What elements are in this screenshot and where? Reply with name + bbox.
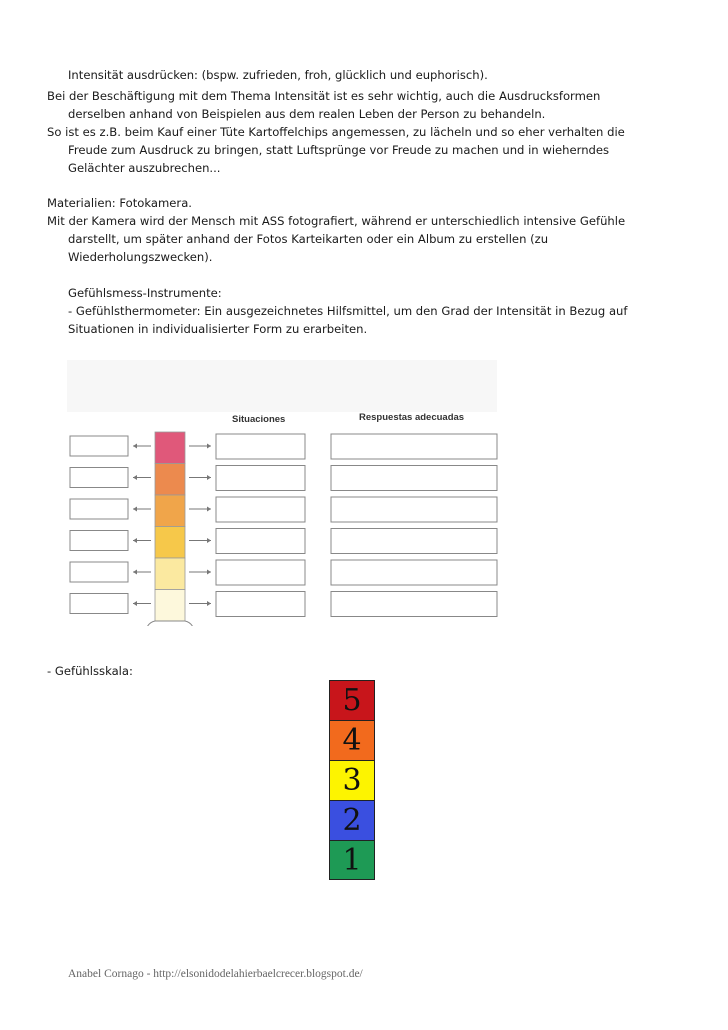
paragraph-line: Bei der Beschäftigung mit dem Thema Intensität ist es sehr wichtig, auch die Ausdrucksformen xyxy=(47,89,601,103)
thermo-segment xyxy=(155,432,185,464)
thermo-left-box xyxy=(70,499,128,519)
thermo-left-box xyxy=(70,436,128,456)
paragraph-line: - Gefühlsskala: xyxy=(47,664,133,678)
column-header-responses: Respuestas adecuadas xyxy=(359,412,465,423)
paragraph-line: derselben anhand von Beispielen aus dem realen Leben der Person zu behandeln. xyxy=(68,107,546,121)
paragraph-line: - Gefühlsthermometer: Ein ausgezeichnetes Hilfsmittel, um den Grad der Intensität in Bezug auf xyxy=(68,304,628,318)
scale-level-4: 4 xyxy=(329,720,375,760)
thermometer-graphic xyxy=(67,356,507,626)
column-header-situations: Situaciones xyxy=(232,414,286,425)
scale-level-2: 2 xyxy=(329,800,375,840)
emotion-thermometer-figure xyxy=(67,356,507,626)
arrow-head xyxy=(207,444,211,449)
emotion-scale xyxy=(329,680,375,880)
thermo-left-box xyxy=(70,562,128,582)
thermo-segment xyxy=(155,464,185,496)
response-box xyxy=(331,497,497,522)
thermo-segment xyxy=(155,558,185,590)
thermo-left-box xyxy=(70,468,128,488)
paragraph-line: Mit der Kamera wird der Mensch mit ASS fotografiert, während er unterschiedlich intensive Gefühle xyxy=(47,214,626,228)
situation-box xyxy=(216,497,305,522)
situation-box xyxy=(216,592,305,617)
arrow-head xyxy=(133,538,137,543)
response-box xyxy=(331,592,497,617)
arrow-head xyxy=(133,475,137,480)
arrow-head xyxy=(133,444,137,449)
thermo-segment xyxy=(155,527,185,559)
arrow-head xyxy=(207,570,211,575)
response-box xyxy=(331,434,497,459)
response-box xyxy=(331,466,497,491)
response-box xyxy=(331,560,497,585)
paragraph-line: Situationen in individualisierter Form zu erarbeiten. xyxy=(68,322,368,336)
paragraph-line: Gelächter auszubrechen... xyxy=(68,161,221,175)
arrow-head xyxy=(207,538,211,543)
paragraph-line: Gefühlsmess-Instrumente: xyxy=(68,286,222,300)
thermo-left-box xyxy=(70,594,128,614)
scale-level-5: 5 xyxy=(329,680,375,720)
arrow-head xyxy=(207,601,211,606)
situation-box xyxy=(216,560,305,585)
arrow-head xyxy=(207,507,211,512)
paragraph-line: darstellt, um später anhand der Fotos Karteikarten oder ein Album zu erstellen (zu xyxy=(68,232,549,246)
situation-box xyxy=(216,529,305,554)
paragraph-line: Wiederholungszwecken). xyxy=(68,250,213,264)
paragraph-line: Freude zum Ausdruck zu bringen, statt Luftsprünge vor Freude zu machen und in wieherndes xyxy=(68,143,610,157)
situation-box xyxy=(216,434,305,459)
thermo-left-box xyxy=(70,531,128,551)
paragraph-line: Intensität ausdrücken: (bspw. zufrieden, froh, glücklich und euphorisch). xyxy=(68,68,488,82)
arrow-head xyxy=(133,507,137,512)
thermo-bulb xyxy=(145,621,195,626)
footer-credit: Anabel Cornago - http://elsonidodelahierbaelcrecer.blogspot.de/ xyxy=(68,968,363,980)
scale-level-1: 1 xyxy=(329,840,375,880)
situation-box xyxy=(216,466,305,491)
scale-level-3: 3 xyxy=(329,760,375,800)
arrow-head xyxy=(133,601,137,606)
arrow-head xyxy=(207,475,211,480)
paragraph-line: Materialien: Fotokamera. xyxy=(47,196,192,210)
thermo-segment xyxy=(155,495,185,527)
response-box xyxy=(331,529,497,554)
thermo-segment xyxy=(155,590,185,622)
arrow-head xyxy=(133,570,137,575)
paragraph-line: So ist es z.B. beim Kauf einer Tüte Kartoffelchips angemessen, zu lächeln und so eher verhalten die xyxy=(47,125,625,139)
